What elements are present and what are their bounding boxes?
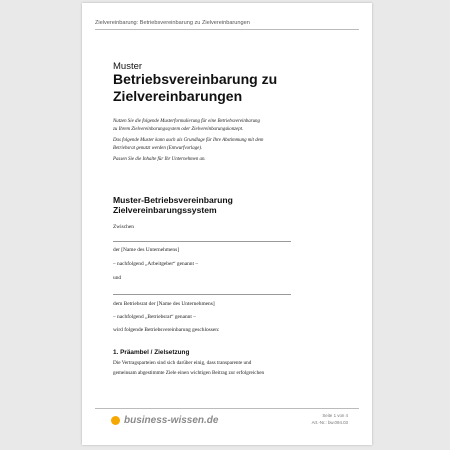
header-divider [95, 29, 359, 30]
intro-paragraph-2 [113, 137, 353, 153]
intro-paragraph-3: Passen Sie die Inhalte für Ihr Unternehmen an. [113, 157, 206, 162]
section-heading-preamble: 1. Präambel / Zielsetzung [113, 349, 190, 356]
logo-dot-icon [111, 416, 120, 425]
employer-name: der [Name des Unternehmens] [113, 247, 180, 253]
section-body-preamble [113, 358, 343, 378]
running-header: Zielvereinbarung: Betriebsvereinbarung zu Zielvereinbarungen [95, 20, 250, 26]
employer-designation: – nachfolgend „Arbeitgeber“ genannt – [113, 261, 199, 267]
section-body-line-1: Die Vertragsparteien sind sich darüber einig, dass transparente und [113, 360, 252, 366]
intro-p2-line-1: Das folgende Muster kann auch als Grundlage für Ihre Abstimmung mit dem [113, 138, 264, 143]
und-text: und [113, 275, 122, 281]
intro-p1-line-1: Nutzen Sie die folgende Musterformulierung für eine Betriebsvereinbarung [113, 119, 260, 124]
document-title-line-2: Zielvereinbarungssystem [113, 205, 217, 215]
intro-p2-line-2: Betriebsrat genutzt werden (Entwurfvorlage). [113, 146, 203, 151]
page-number: Seite 1 von 4 [322, 413, 348, 418]
zwischen-text: Zwischen [113, 224, 134, 230]
page-title-line-1: Betriebsvereinbarung zu [113, 71, 278, 87]
business-wissen-logo [111, 415, 218, 426]
works-council-name: dem Betriebsrat der [Name des Unternehmens] [113, 301, 215, 307]
section-body-line-2: gemeinsam abgestimmte Ziele einen wichtigen Beitrag zur erfolgreichen [113, 370, 265, 376]
works-council-designation: – nachfolgend „Betriebsrat“ genannt – [113, 314, 196, 320]
document-page [82, 3, 372, 445]
intro-p1-line-2: zu Ihrem Zielvereinbarungssystem oder Zielvereinbarungskonzept. [113, 127, 244, 132]
signature-line-2 [113, 294, 291, 295]
document-label: Muster [113, 61, 143, 72]
footer-meta [312, 412, 348, 426]
page-title-line-2: Zielvereinbarungen [113, 88, 243, 104]
article-number: Art.-Nr.: bw.094.03 [311, 420, 348, 425]
intro-text [113, 118, 353, 167]
signature-line-1 [113, 241, 291, 242]
agreement-statement: wird folgende Betriebsvereinbarung geschlossen: [113, 327, 220, 333]
footer-divider [95, 408, 359, 409]
page-title [113, 71, 343, 105]
intro-paragraph-1 [113, 118, 353, 134]
logo-text: business-wissen.de [124, 415, 219, 426]
document-title [113, 195, 353, 215]
document-title-line-1: Muster-Betriebsvereinbarung [113, 195, 233, 205]
